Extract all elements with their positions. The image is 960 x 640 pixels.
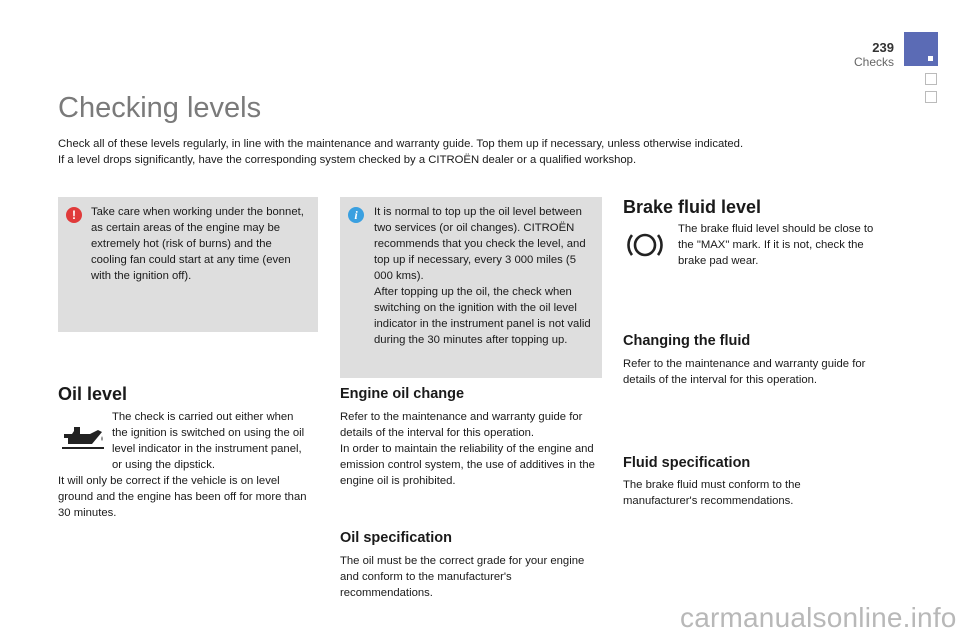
oil-level-text-2: It will only be correct if the vehicle is on level ground and the engine has been off for more than 30 minutes. — [58, 475, 307, 519]
info-icon: i — [348, 207, 364, 223]
info-box — [340, 197, 602, 378]
oil-level-heading: Oil level — [58, 384, 128, 404]
brake-fluid-level-heading: Brake fluid level — [623, 197, 762, 217]
brake-fluid-level-text: The brake fluid level should be close to the "MAX" mark. If it is not, check the brake pad wear. — [678, 223, 874, 267]
tab-marker-icon — [928, 56, 933, 61]
chapter-tab-empty[interactable] — [925, 73, 937, 85]
page-number: 239 — [872, 40, 894, 55]
changing-fluid-heading: Changing the fluid — [623, 333, 751, 349]
oil-specification-text: The oil must be the correct grade for your engine and conform to the manufacturer's recommendations. — [340, 555, 585, 599]
engine-oil-change-text-1: Refer to the maintenance and warranty guide for details of the interval for this operation. — [340, 411, 583, 439]
intro-line: Check all of these levels regularly, in line with the maintenance and warranty guide. Top them up if necessary, unless otherwise indicated. — [58, 138, 744, 150]
warning-text: Take care when working under the bonnet, as certain areas of the engine may be extremely hot (risk of burns) and the cooling fan could start at any time (even with the ignition off). — [91, 206, 304, 282]
chapter-tab-empty[interactable] — [925, 91, 937, 103]
warning-box — [58, 197, 318, 332]
oil-specification-heading: Oil specification — [340, 530, 452, 546]
engine-oil-change-heading: Engine oil change — [340, 386, 465, 402]
changing-fluid-text: Refer to the maintenance and warranty guide for details of the interval for this operation. — [623, 358, 866, 386]
info-line: After topping up the oil, the check when switching on the ignition with the oil level indicator in the instrument panel is not valid during the 30 minutes after topping up. — [374, 286, 591, 346]
page-title: Checking levels — [58, 92, 262, 124]
warning-exclamation-icon: ! — [66, 207, 82, 223]
engine-oil-change-text-2: In order to maintain the reliability of the engine and emission control system, the use of additives in the engine oil is prohibited. — [340, 443, 595, 487]
brake-warning-icon — [627, 230, 663, 260]
chapter-tab-active[interactable] — [904, 32, 938, 66]
oil-can-icon — [60, 422, 106, 452]
info-line: It is normal to top up the oil level between two services (or oil changes). CITROËN recommends that you check the level, and top up if necessary, every 3 000 miles (5 000 kms). — [374, 206, 586, 282]
section-label: Checks — [853, 55, 894, 69]
oil-level-text-1: The check is carried out either when the ignition is switched on using the oil level indicator in the instrument panel, or using the dipstick. — [112, 411, 305, 471]
watermark-text: carmanualsonline.info — [680, 602, 957, 633]
intro-text — [58, 136, 938, 168]
intro-line: If a level drops significantly, have the corresponding system checked by a CITROËN dealer or a qualified workshop. — [58, 154, 637, 166]
info-text — [374, 204, 594, 348]
fluid-specification-heading: Fluid specification — [623, 455, 751, 471]
fluid-specification-text: The brake fluid must conform to the manufacturer's recommendations. — [623, 479, 801, 507]
